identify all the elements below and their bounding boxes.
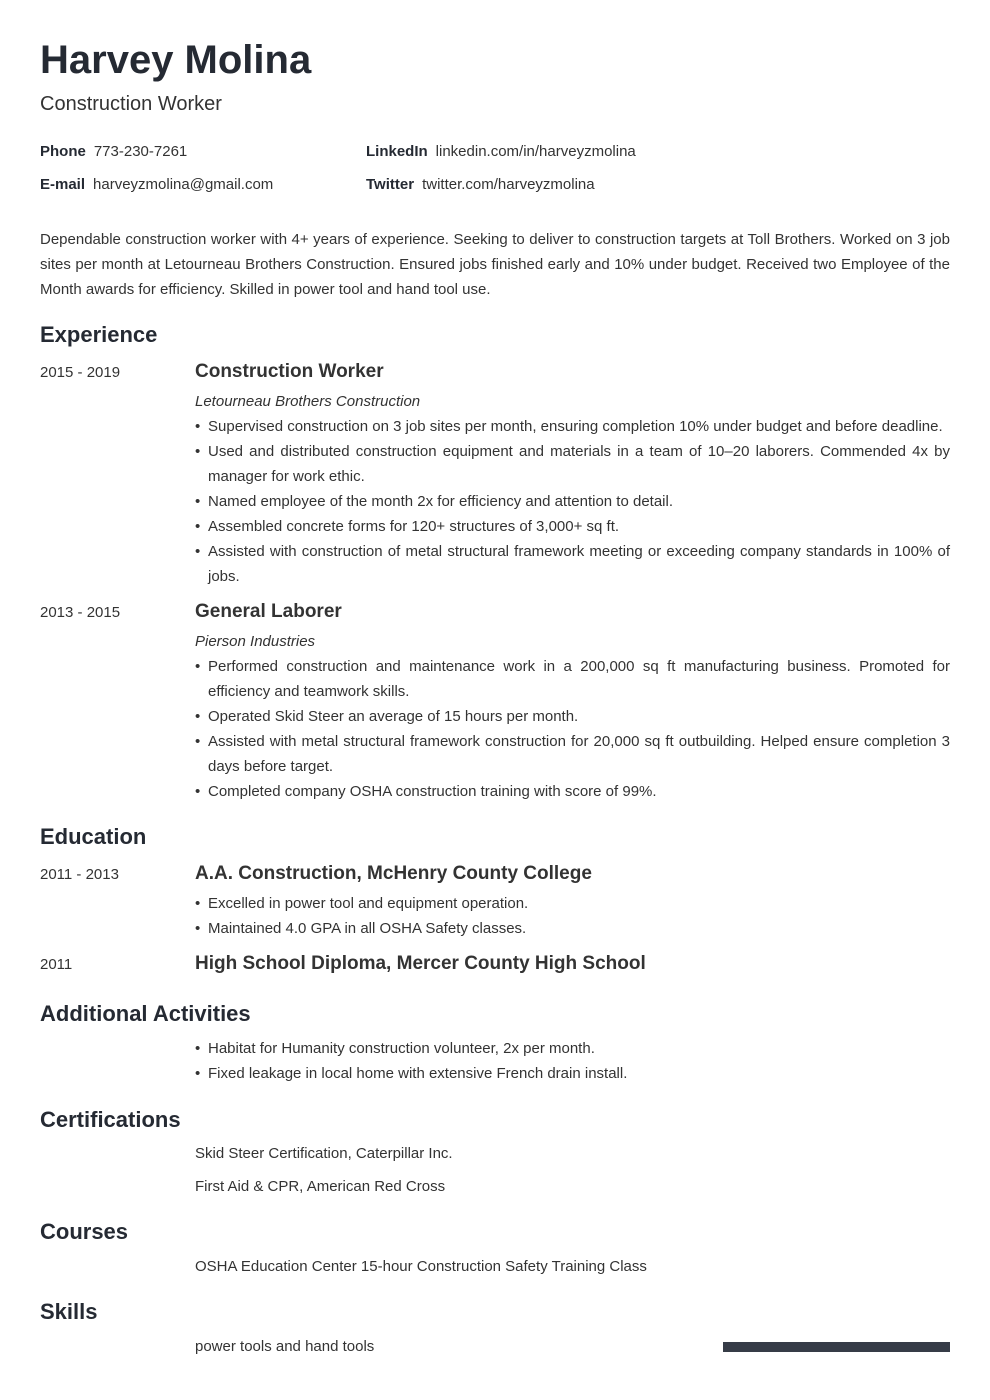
job-title: General Laborer xyxy=(195,601,342,622)
linkedin-label: LinkedIn xyxy=(366,143,428,160)
education-heading: Education xyxy=(40,824,147,849)
education-bullet: • Excelled in power tool and equipment operation. xyxy=(195,891,950,916)
job-bullet: • Supervised construction on 3 job sites per month, ensuring completion 10% under budget and before deadline. xyxy=(195,414,950,439)
job-company: Letourneau Brothers Construction xyxy=(195,393,421,410)
certification-item: First Aid & CPR, American Red Cross xyxy=(195,1178,446,1195)
job-bullet: • Named employee of the month 2x for efficiency and attention to detail. xyxy=(195,489,950,514)
email-value: harveyzmolina@gmail.com xyxy=(93,176,274,193)
contact-phone xyxy=(40,142,187,162)
education-dates: 2011 - 2013 xyxy=(40,866,119,883)
email-label: E-mail xyxy=(40,176,86,193)
education-dates: 2011 xyxy=(40,956,73,973)
courses-heading: Courses xyxy=(40,1219,129,1244)
job-bullet: • Assisted with metal structural framework construction for 20,000 sq ft outbuilding. Helped ensure completion 3 days before target. xyxy=(195,729,950,779)
job-bullet: • Assisted with construction of metal structural framework meeting or exceeding company standards in 100% of jobs. xyxy=(195,539,950,589)
certification-item: Skid Steer Certification, Caterpillar Inc. xyxy=(195,1145,453,1162)
candidate-name: Harvey Molina xyxy=(40,38,312,82)
education-bullet: • Maintained 4.0 GPA in all OSHA Safety classes. xyxy=(195,916,950,941)
twitter-label: Twitter xyxy=(366,176,415,193)
phone-label: Phone xyxy=(40,143,86,160)
job-bullet: • Completed company OSHA construction training with score of 99%. xyxy=(195,779,950,804)
twitter-value: twitter.com/harveyzmolina xyxy=(422,176,595,193)
activity-bullet: • Habitat for Humanity construction volunteer, 2x per month. xyxy=(195,1036,950,1061)
activities-heading: Additional Activities xyxy=(40,1001,251,1026)
candidate-title: Construction Worker xyxy=(40,93,222,115)
job-bullet: • Performed construction and maintenance work in a 200,000 sq ft manufacturing business. Promoted for efficiency and teamwork skills. xyxy=(195,654,950,704)
job-company: Pierson Industries xyxy=(195,633,316,650)
job-bullet: • Used and distributed construction equipment and materials in a team of 10–20 laborers. Commended 4x by manager for work ethic. xyxy=(195,439,950,489)
job-bullet-list xyxy=(195,654,950,804)
skill-level-fill xyxy=(723,1342,950,1352)
linkedin-value: linkedin.com/in/harveyzmolina xyxy=(435,143,636,160)
job-dates: 2013 - 2015 xyxy=(40,604,121,621)
skill-name: power tools and hand tools xyxy=(195,1338,375,1355)
activities-bullet-list xyxy=(195,1036,950,1086)
job-bullet: • Operated Skid Steer an average of 15 hours per month. xyxy=(195,704,950,729)
activity-bullet: • Fixed leakage in local home with extensive French drain install. xyxy=(195,1061,950,1086)
course-item: OSHA Education Center 15-hour Construction Safety Training Class xyxy=(195,1258,647,1275)
certifications-heading: Certifications xyxy=(40,1107,181,1132)
job-title: Construction Worker xyxy=(195,361,384,382)
experience-heading: Experience xyxy=(40,322,158,347)
job-bullet-list xyxy=(195,414,950,589)
job-dates: 2015 - 2019 xyxy=(40,364,121,381)
skill-level-bar xyxy=(723,1342,950,1352)
skills-heading: Skills xyxy=(40,1299,98,1324)
contact-twitter xyxy=(366,175,595,195)
education-title: High School Diploma, Mercer County High School xyxy=(195,953,646,974)
contact-email xyxy=(40,175,273,195)
summary-paragraph: Dependable construction worker with 4+ years of experience. Seeking to deliver to construction targets at Toll Brothers. Worked on 3 job sites per month at Letourneau Brothers Construction. Ensured jobs finished early and 10% under budget. Received two Employee of the Month awards for efficiency. Skilled in power tool and hand tool use. xyxy=(40,231,950,298)
education-title: A.A. Construction, McHenry County College xyxy=(195,863,592,884)
education-bullet-list xyxy=(195,891,950,941)
phone-value: 773-230-7261 xyxy=(93,143,188,160)
job-bullet: • Assembled concrete forms for 120+ structures of 3,000+ sq ft. xyxy=(195,514,950,539)
contact-linkedin xyxy=(366,142,636,162)
